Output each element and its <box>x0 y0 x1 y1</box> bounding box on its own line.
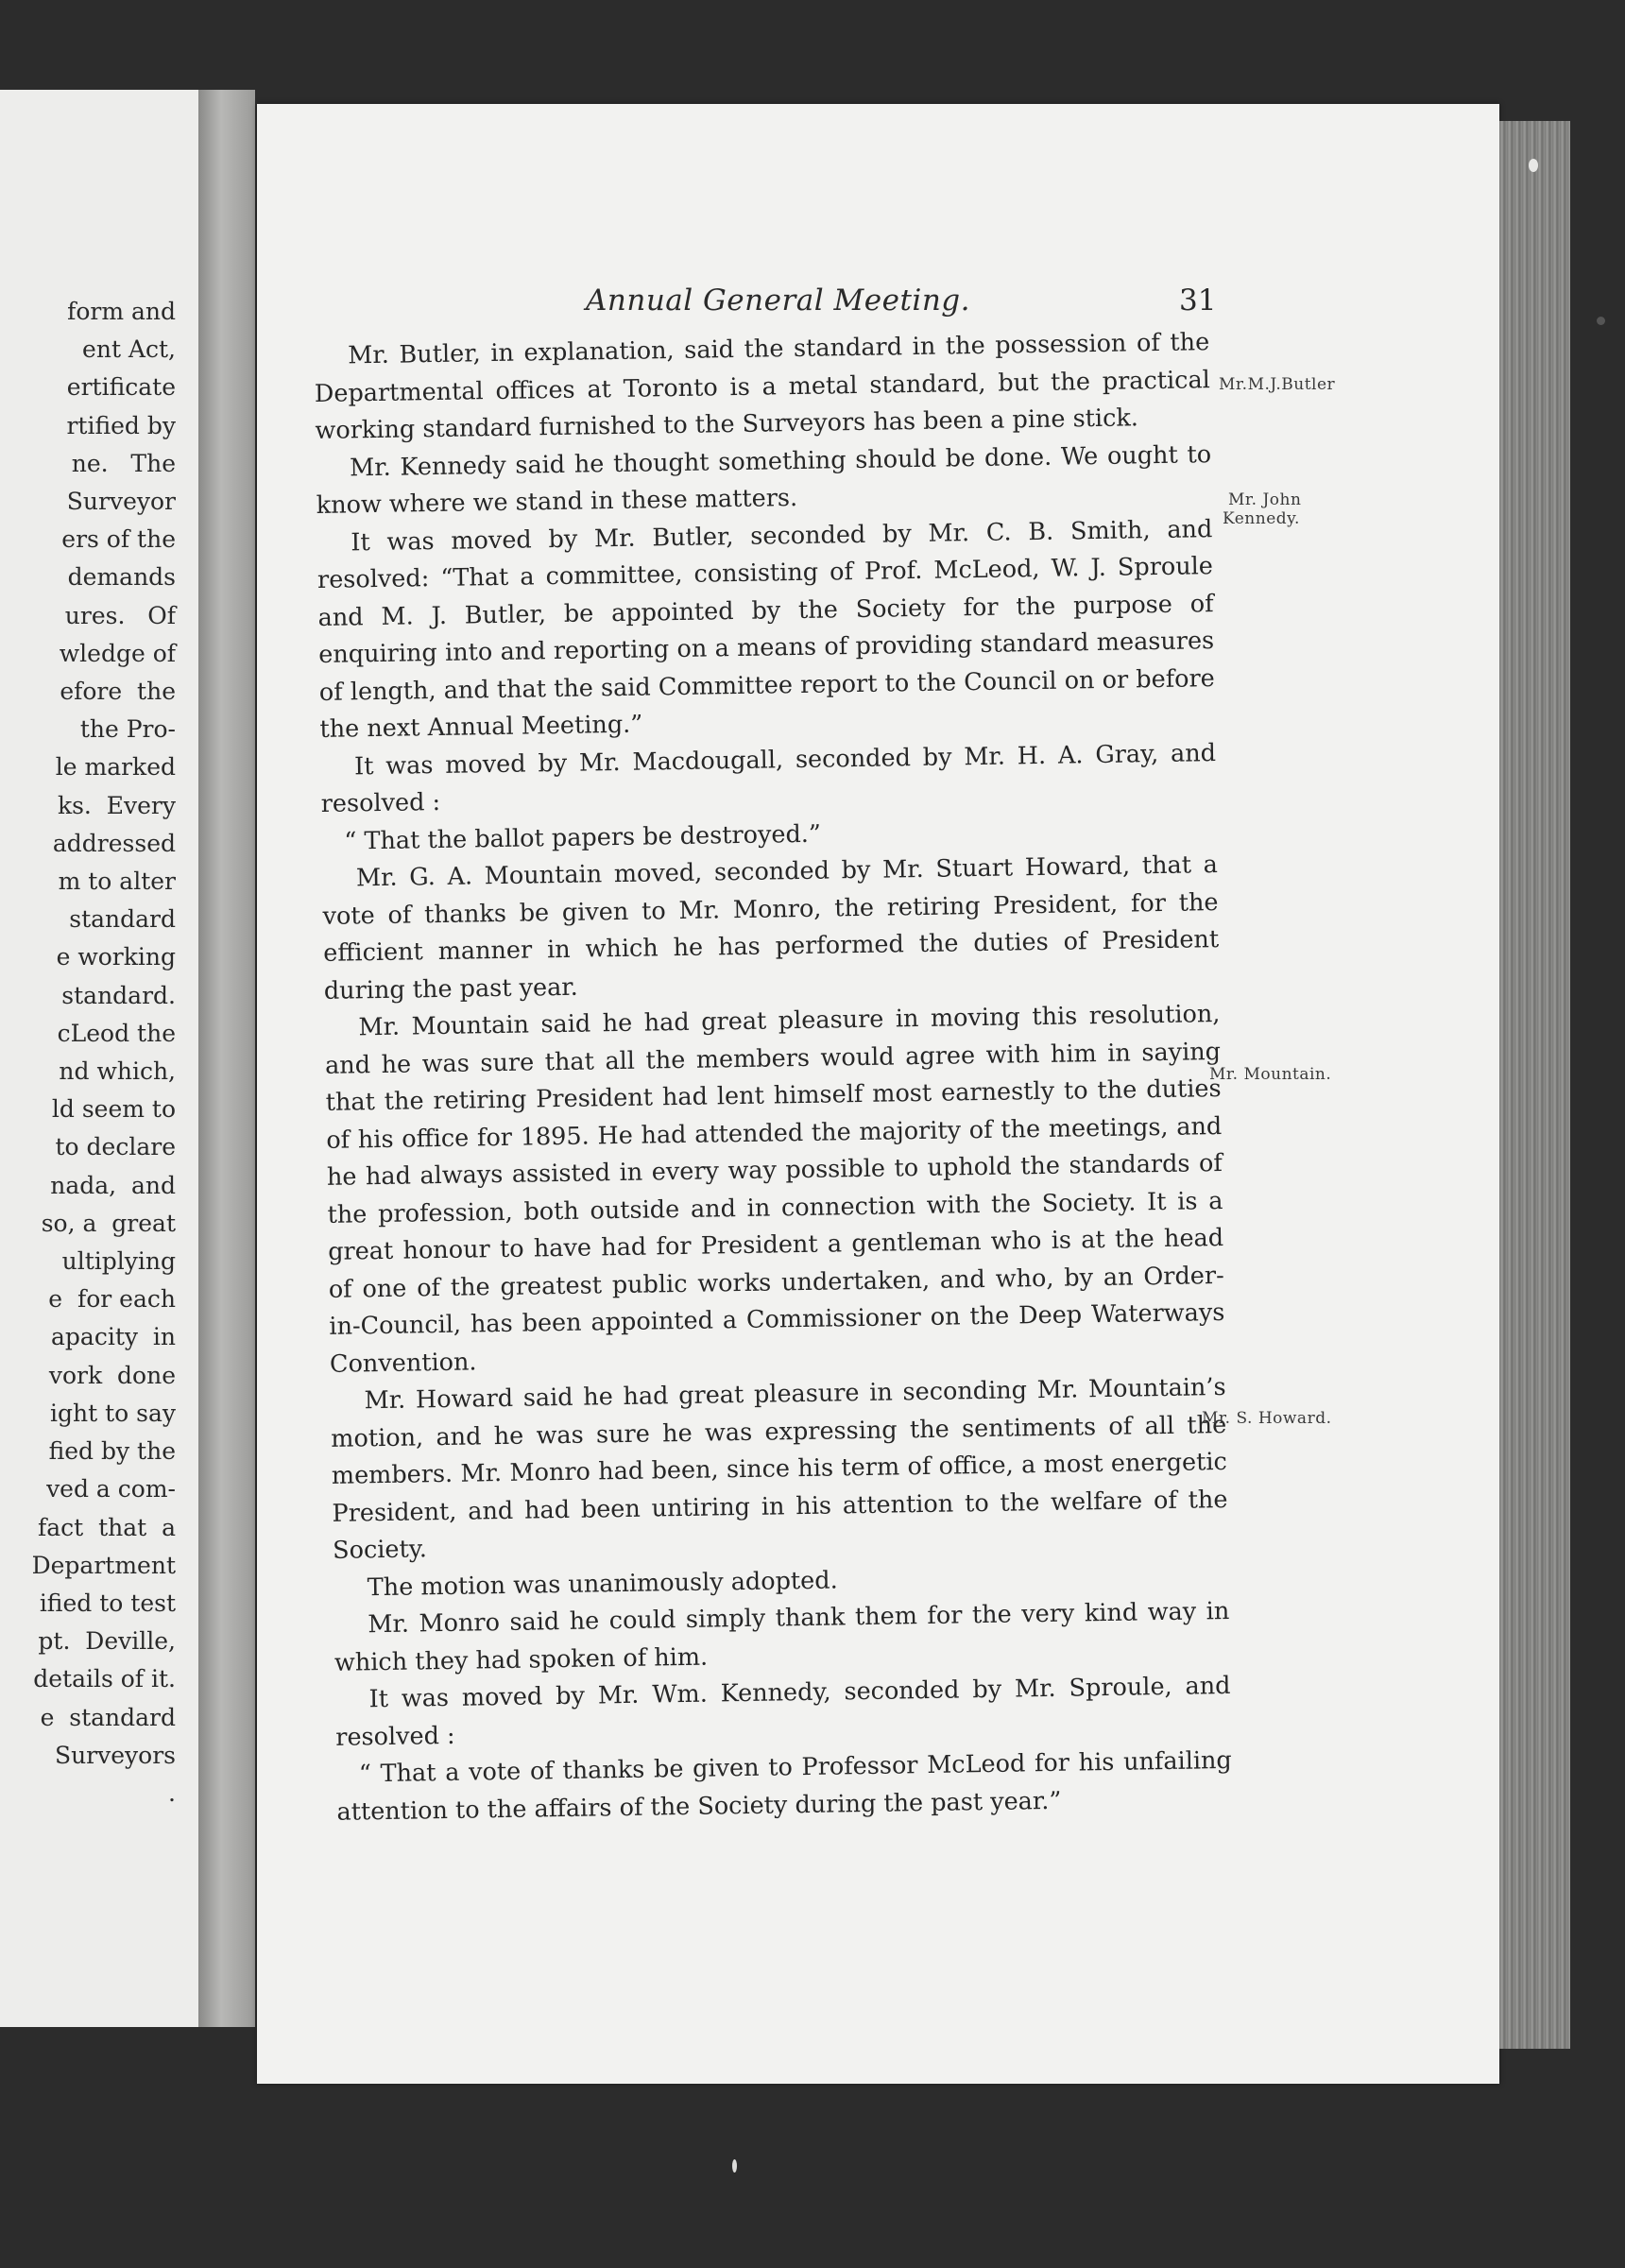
paragraph: It was moved by Mr. Butler, seconded by Mr. C. B. Smith, and resolved: “That a committee, consisting of Prof. McLeod, W. J. Sproule and M. J. Butler, be appointed by the Society for the purpose of enquiring into and reporting on a means of providing standard measures of length, and that the said Committee report to the Council on or before the next Annual Meeting.” <box>316 514 1216 744</box>
previous-page-line: so, a great <box>41 1209 176 1237</box>
previous-page-line: addressed <box>52 829 176 857</box>
previous-page-line: Surveyor <box>66 488 176 516</box>
previous-page-line: ified to test <box>39 1589 176 1617</box>
previous-page-line: ight to say <box>50 1399 176 1427</box>
paragraph: Mr. Monro said he could simply thank them for the very kind way in which they had spoken of him. <box>334 1596 1230 1677</box>
previous-page-line: e working <box>56 943 176 971</box>
previous-page-line: details of it. <box>33 1665 176 1693</box>
margin-note-kennedy: Kennedy. <box>1223 509 1300 528</box>
previous-page-line: ers of the <box>61 525 176 554</box>
previous-page-line: ures. Of <box>64 601 176 629</box>
previous-page-line: vork done <box>48 1361 176 1389</box>
paragraph: Mr. G. A. Mountain moved, seconded by Mr. Stuart Howard, that a vote of thanks be given to Mr. Monro, the retiring President, for the efficient manner in which he has performed the duties of President during the past year. <box>322 850 1220 1005</box>
paragraph: It was moved by Mr. Wm. Kennedy, seconded by Mr. Sproule, and resolved : <box>335 1671 1231 1752</box>
previous-page <box>0 90 198 2027</box>
previous-page-line: e standard <box>40 1703 176 1731</box>
previous-page-line: ent Act, <box>82 335 176 364</box>
previous-page-line: nada, and <box>50 1171 176 1199</box>
page-number: 31 <box>1179 284 1217 318</box>
previous-page-line: demands <box>67 563 176 592</box>
film-speck <box>1529 159 1538 172</box>
paragraph: “ That a vote of thanks be given to Professor McLeod for his unfailing attention to the affairs of the Society during the past year.” <box>336 1745 1232 1827</box>
previous-page-line: e for each <box>48 1285 176 1314</box>
film-speck <box>732 2159 737 2173</box>
previous-page-line: efore the <box>60 678 176 706</box>
margin-note-butler: Mr.M.J.Butler <box>1219 375 1336 394</box>
previous-page-line: Surveyors <box>54 1741 176 1769</box>
previous-page-line: le marked <box>55 753 176 782</box>
paragraph: It was moved by Mr. Macdougall, seconded by Mr. H. A. Gray, and resolved : <box>320 738 1217 818</box>
previous-page-line: nd which, <box>59 1057 176 1086</box>
previous-page-line: apacity in <box>51 1323 176 1351</box>
previous-page-line: standard <box>69 905 176 934</box>
previous-page-line: ultiplying <box>61 1247 176 1276</box>
paragraph: Mr. Butler, in explanation, said the standard in the possession of the Departmental offices at Toronto is a metal standard, but the practical working standard furnished to the Surveyors has been a pine stick. <box>314 328 1211 445</box>
margin-note-howard: Mr. S. Howard. <box>1202 1409 1332 1428</box>
previous-page-line: ne. The <box>71 449 176 477</box>
previous-page-line: fied by the <box>48 1437 176 1466</box>
previous-page-line: the Pro- <box>79 715 176 744</box>
previous-page-line: ertificate <box>66 373 176 402</box>
running-head: Annual General Meeting. <box>586 284 970 318</box>
previous-page-text <box>32 293 176 1813</box>
previous-page-line: pt. Deville, <box>38 1627 176 1656</box>
paragraph: Mr. Mountain said he had great pleasure in moving this resolution, and he was sure that all the members would agree with him in saying that the retiring President had lent himself most earnestly to the duties of his office for 1895. He had attended the majority of the meetings, and he had always assisted in every way possible to uphold the standards of the profession, both outside and in connection with the Society. It is a great honour to have had for President a gentleman who is at the head of one of the greatest public works undertaken, and who, by an Order-in-Council, has been appointed a Commissioner on the Deep Waterways Convention. <box>324 1000 1225 1379</box>
previous-page-line: ved a com- <box>46 1475 176 1503</box>
margin-note-mountain: Mr. Mountain. <box>1209 1065 1332 1084</box>
previous-page-line: m to alter <box>58 868 176 896</box>
film-speck <box>1597 317 1605 325</box>
body-text <box>314 324 1233 1831</box>
previous-page-line: standard. <box>61 981 176 1009</box>
previous-page-line: ld seem to <box>51 1095 176 1124</box>
page-edges <box>1499 121 1570 2049</box>
previous-page-line: wledge of <box>59 639 176 667</box>
previous-page-line: ks. Every <box>57 791 176 819</box>
previous-page-line: . <box>168 1778 176 1807</box>
margin-note-john: Mr. John <box>1228 490 1302 509</box>
paragraph: Mr. Howard said he had great pleasure in seconding Mr. Mountain’s motion, and he was sure he was expressing the sentiments of all the members. Mr. Monro had been, since his term of office, a most energetic President, and had been untiring in his attention to the welfare of the Society. <box>331 1372 1228 1565</box>
previous-page-line: fact that a <box>38 1513 176 1541</box>
paragraph: The motion was unanimously adopted. <box>367 1565 838 1602</box>
previous-page-line: cLeod the <box>57 1019 176 1047</box>
previous-page-line: form and <box>67 298 176 325</box>
paragraph: Mr. Kennedy said he thought something should be done. We ought to know where we stand in these matters. <box>316 439 1212 520</box>
book-gutter <box>198 90 255 2027</box>
previous-page-line: to declare <box>55 1133 176 1161</box>
paragraph: “ That the ballot papers be destroyed.” <box>344 819 822 856</box>
previous-page-line: Department <box>31 1551 176 1579</box>
previous-page-line: rtified by <box>66 411 176 439</box>
